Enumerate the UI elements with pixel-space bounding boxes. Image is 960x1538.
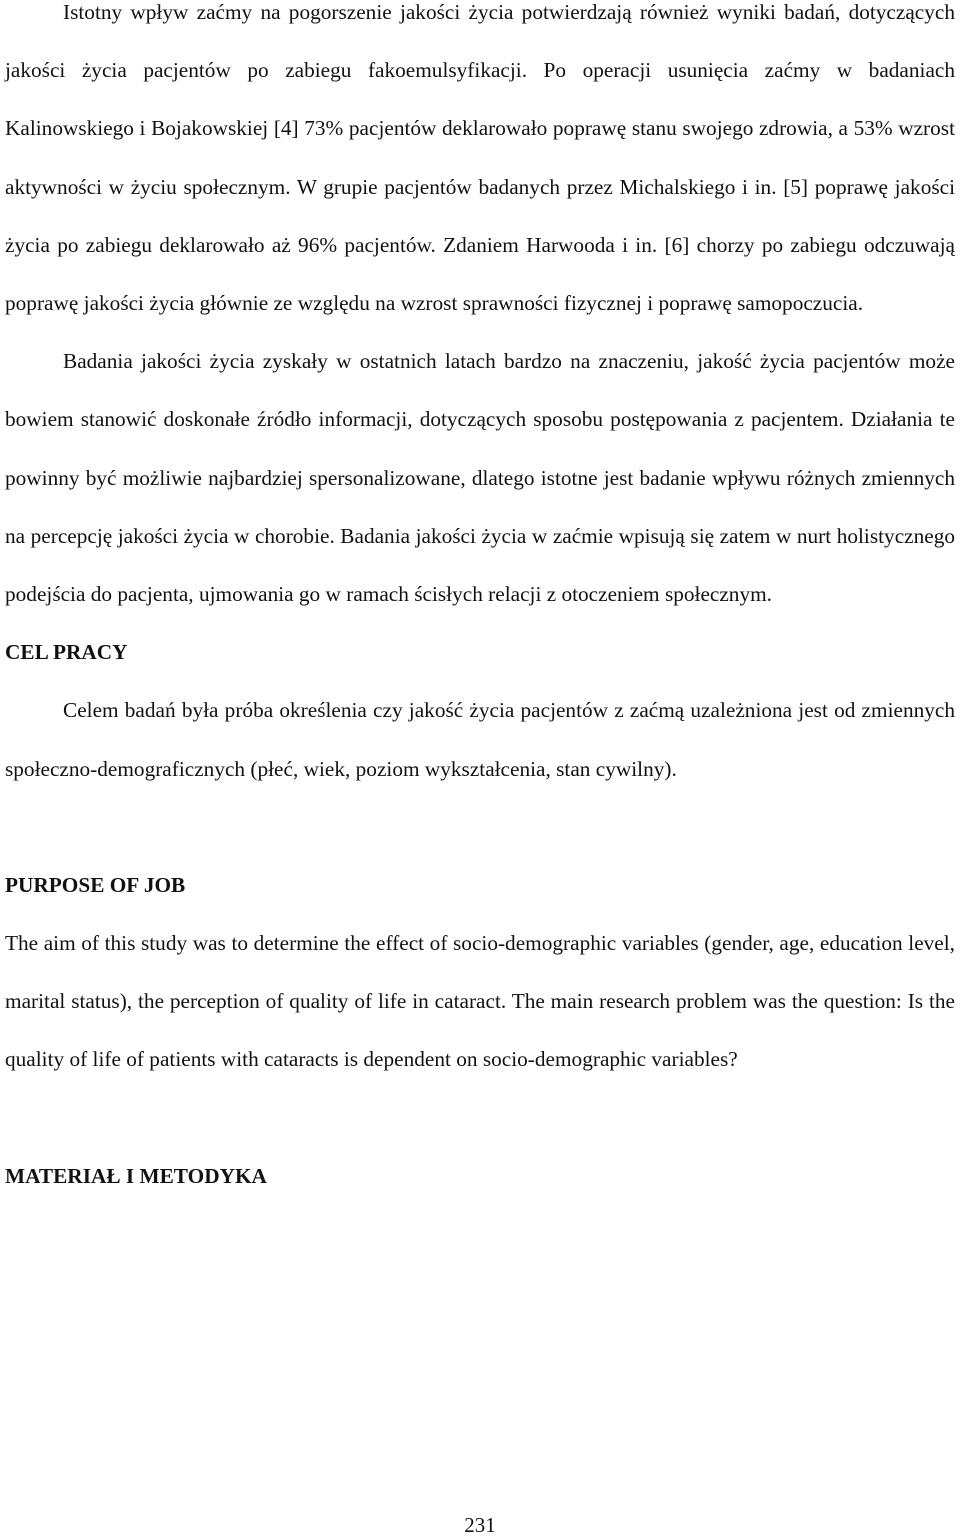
- section-heading-cel-pracy: CEL PRACY: [5, 640, 128, 665]
- body-paragraph-2: Badania jakości życia zyskały w ostatnich latach bardzo na znaczeniu, jakość życia pacjentów może bowiem stanowić doskonałe źródło informacji, dotyczących sposobu postępowania z pacjentem. Działania te powinny być możliwie najbardziej spersonalizowane, dlatego istotne jest badanie wpływu różnych zmiennych na percepcję jakości życia w chorobie. Badania jakości życia w zaćmie wpisują się zatem w nurt holistycznego podejścia do pacjenta, ujmowania go w ramach ścisłych relacji z otoczeniem społecznym.: [5, 349, 955, 607]
- section-heading-purpose: PURPOSE OF JOB: [5, 872, 186, 897]
- body-paragraph-1: Istotny wpływ zaćmy na pogorszenie jakości życia potwierdzają również wyniki badań, dotyczących jakości życia pacjentów po zabiegu fakoemulsyfikacji. Po operacji usunięcia zaćmy w badaniach Kalinowskiego i Bojakowskiej [4] 73% pacjentów deklarowało poprawę stanu swojego zdrowia, a 53% wzrost aktywności w życiu społecznym. W grupie pacjentów badanych przez Michalskiego i in. [5] poprawę jakości życia po zabiegu deklarowało aż 96% pacjentów. Zdaniem Harwooda i in. [6] chorzy po zabiegu odczuwają poprawę jakości życia głównie ze względu na wzrost sprawności fizycznej i poprawę samopoczucia.: [5, 0, 955, 316]
- document-page: [5, 0, 955, 1205]
- section-heading-material: MATERIAŁ I METODYKA: [5, 1163, 267, 1188]
- spacer: [5, 798, 955, 856]
- spacer: [5, 1089, 955, 1147]
- cel-pracy-paragraph: Celem badań była próba określenia czy jakość życia pacjentów z zaćmą uzależniona jest od zmiennych społeczno-demograficznych (płeć, wiek, poziom wykształcenia, stan cywilny).: [5, 698, 955, 781]
- page-number: 231: [464, 1513, 496, 1537]
- purpose-paragraph: The aim of this study was to determine the effect of socio-demographic variables (gender, age, education level, marital status), the perception of quality of life in cataract. The main research problem was the question: Is the quality of life of patients with cataracts is dependent on socio-demographic variables?: [5, 931, 955, 1072]
